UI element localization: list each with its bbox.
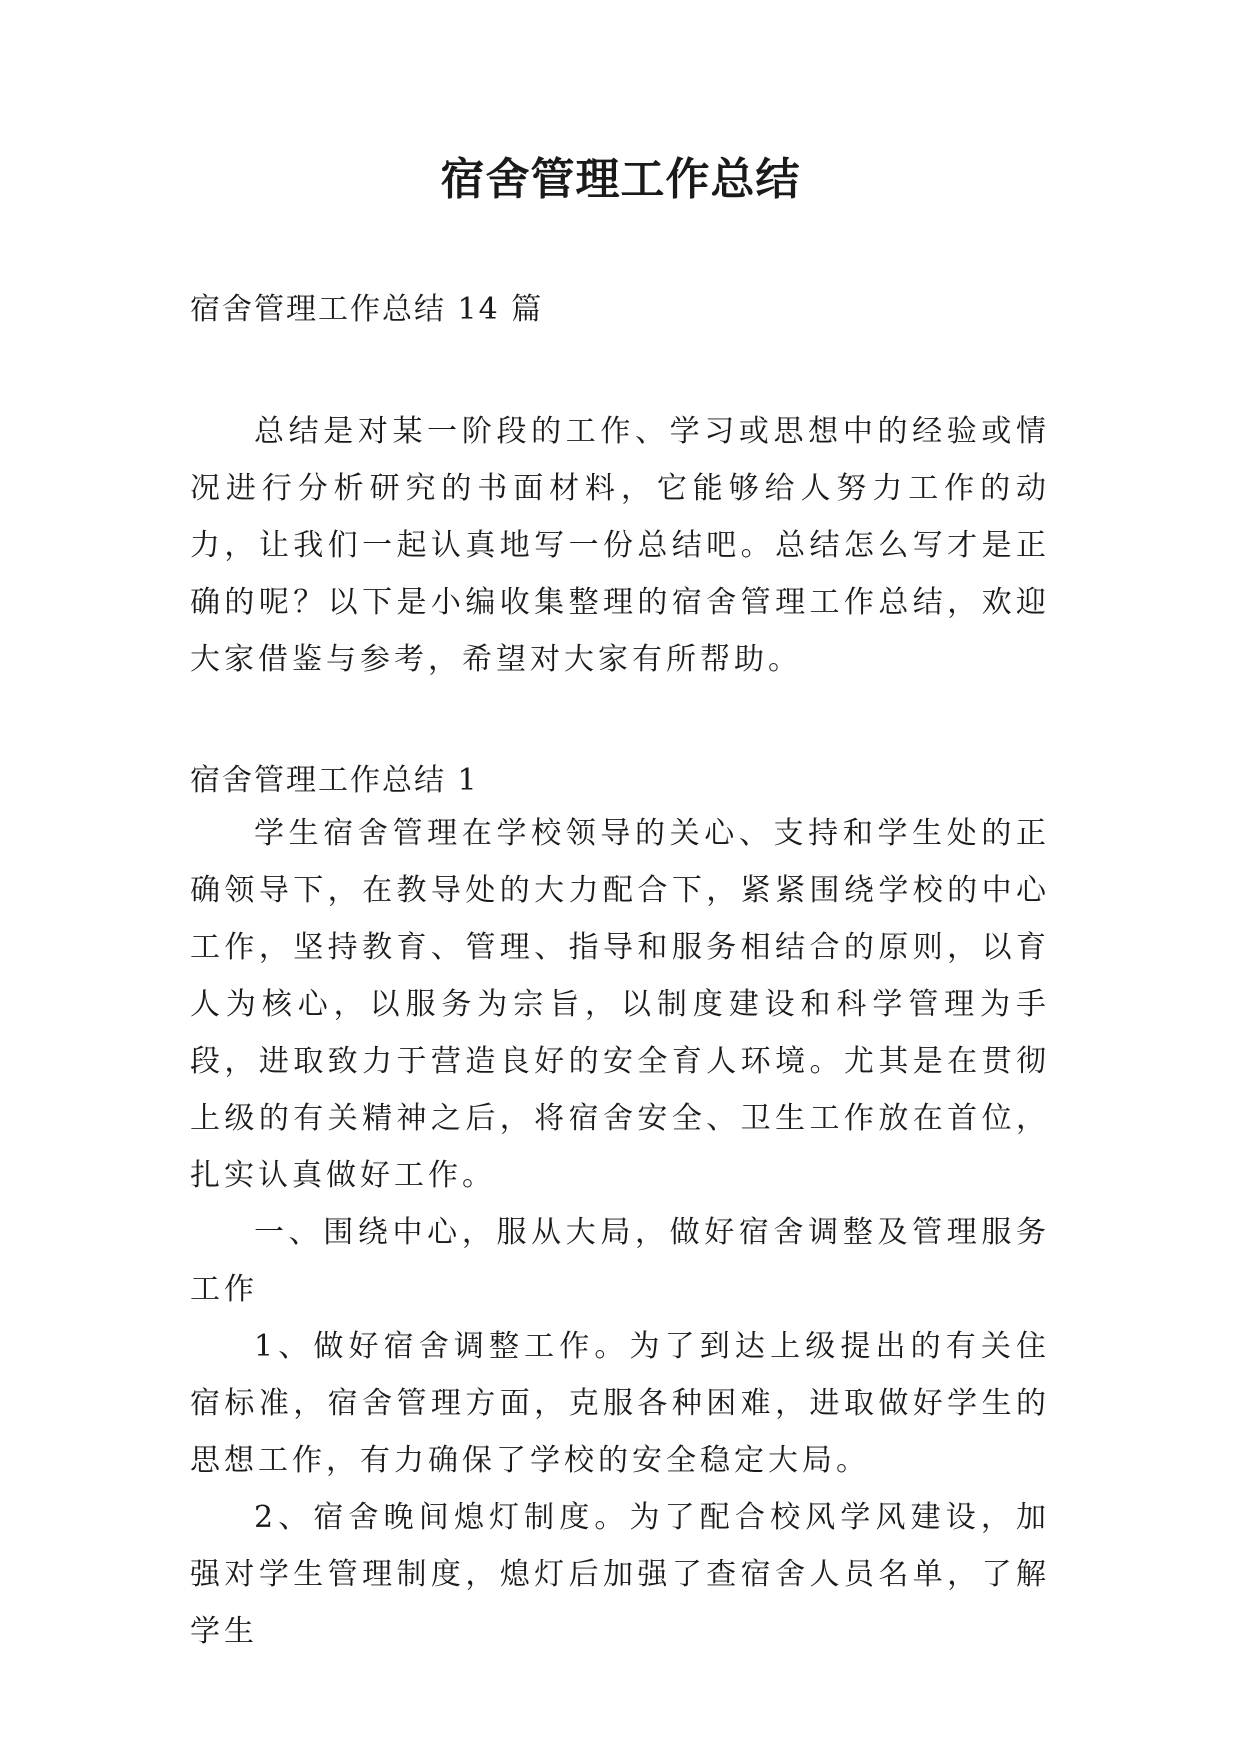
document-subtitle: 宿舍管理工作总结 14 篇 [190,292,544,327]
body-paragraph: 1、做好宿舍调整工作。为了到达上级提出的有关住宿标准，宿舍管理方面，克服各种困难，进取做好学生的思想工作，有力确保了学校的安全稳定大局。 [190,1329,1050,1478]
body-paragraph: 一、围绕中心，服从大局，做好宿舍调整及管理服务工作 [190,1215,1050,1307]
body-paragraph: 学生宿舍管理在学校领导的关心、支持和学生处的正确领导下，在教导处的大力配合下，紧紧围绕学校的中心工作，坚持教育、管理、指导和服务相结合的原则，以育人为核心，以服务为宗旨，以制度建设和科学管理为手段，进取致力于营造良好的安全育人环境。尤其是在贯彻上级的有关精神之后，将宿舍安全、卫生工作放在首位，扎实认真做好工作。 [190,816,1050,1193]
section-body [190,805,1050,1660]
body-paragraph: 2、宿舍晚间熄灯制度。为了配合校风学风建设，加强对学生管理制度，熄灯后加强了查宿舍人员名单，了解学生 [190,1500,1050,1649]
intro-block [190,403,1050,688]
section-heading: 宿舍管理工作总结 1 [190,763,479,798]
section-heading-block [190,761,1050,801]
intro-paragraph: 总结是对某一阶段的工作、学习或思想中的经验或情况进行分析研究的书面材料，它能够给人努力工作的动力，让我们一起认真地写一份总结吧。总结怎么写才是正确的呢？以下是小编收集整理的宿舍管理工作总结，欢迎大家借鉴与参考，希望对大家有所帮助。 [190,414,1050,677]
document-title: 宿舍管理工作总结 [440,154,801,205]
